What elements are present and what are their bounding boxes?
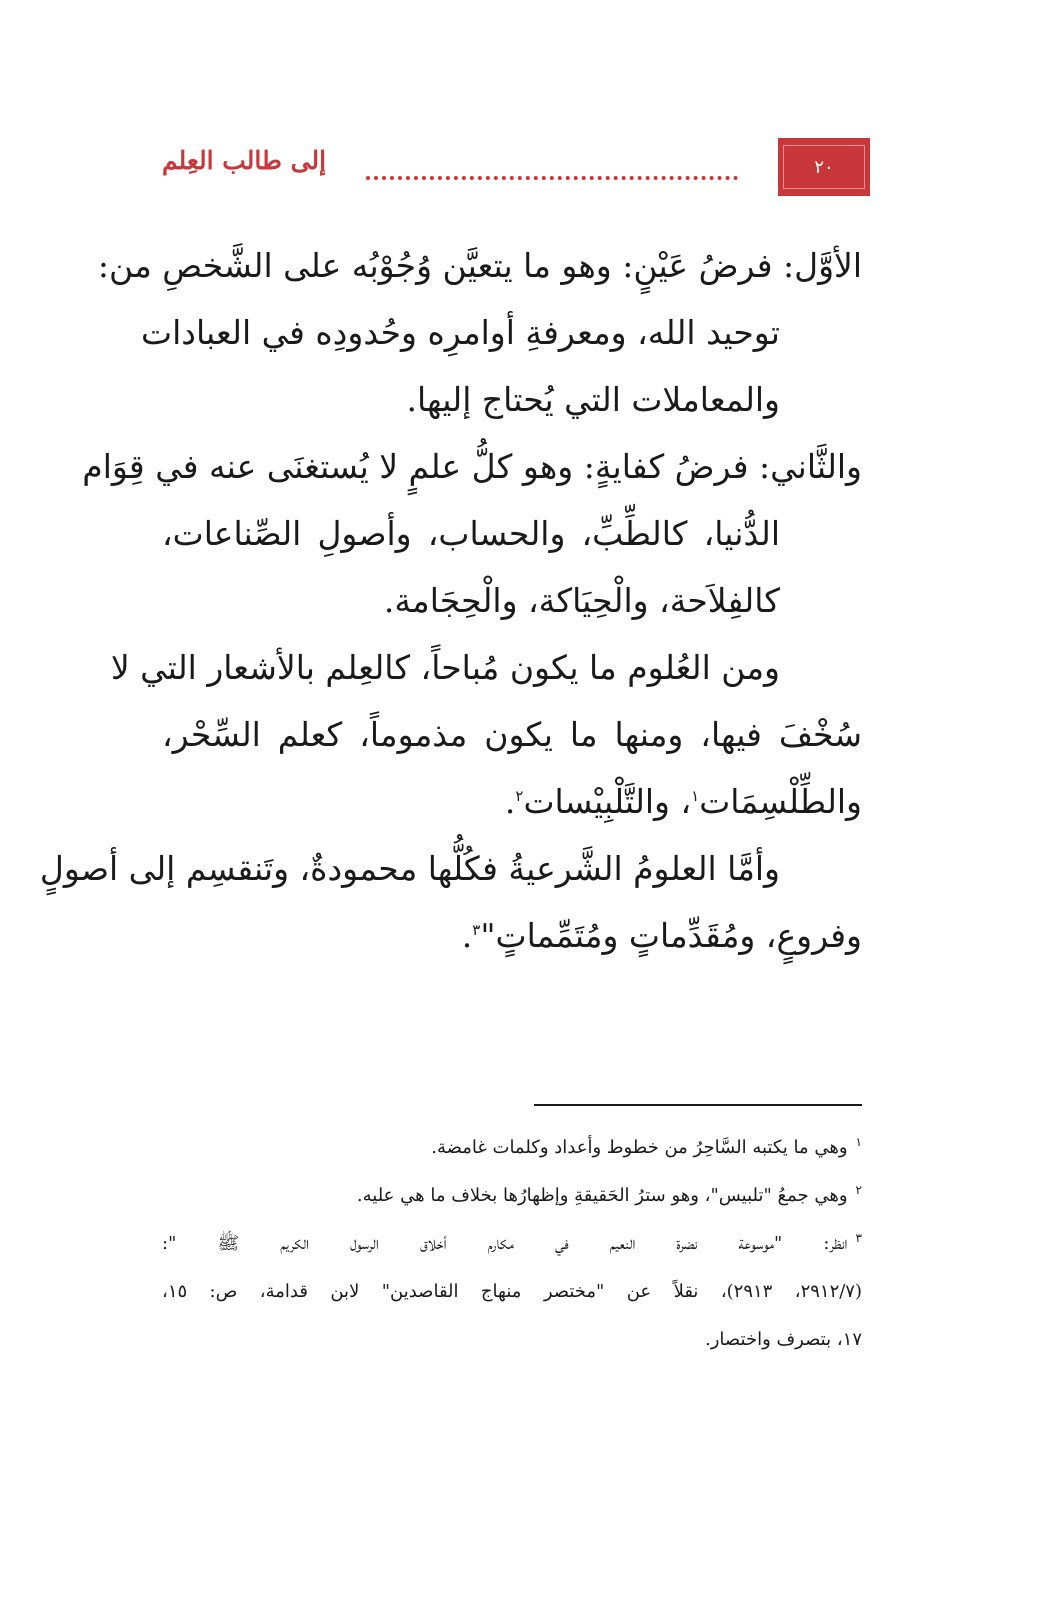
text-line-4: والثَّاني: فرضُ كفايةٍ: وهو كلُّ علمٍ لا يُستغنَى عنه في قِوَام — [82, 447, 862, 486]
text-segment-final-period: . — [461, 916, 473, 955]
text-segment-period: . — [504, 782, 516, 821]
footnote-2-text: وهي جمعُ "تلبيس"، وهو سترُ الحَقيقةِ وإظهارُها بخلاف ما هي عليه. — [356, 1185, 848, 1206]
text-line-8: سُخْفَ فيها، ومنها ما يكون مذموماً، كعلم السِّحْر، — [162, 715, 862, 754]
footnote-marker-2: ٢ — [855, 1183, 862, 1197]
text-line-11 — [162, 902, 862, 969]
text-line-9 — [162, 768, 862, 835]
page-number: ٢٠ — [783, 145, 865, 189]
footnote-3-text: انظر: "موسوعة نضرة النعيم في مكارم أخلاق الرسول الكريم ﷺ ": — [162, 1233, 848, 1254]
running-title: إلى طالب العِلم — [162, 146, 327, 175]
footnote-ref-2[interactable]: ٢ — [515, 787, 524, 805]
footnotes — [162, 1124, 862, 1364]
footnote-3-line-3: ١٧، بتصرف واختصار. — [705, 1329, 862, 1350]
page-number-badge — [778, 138, 870, 196]
footnote-1-text: وهي ما يكتبه السَّاحِرُ من خطوط وأعداد وكلمات غامضة. — [431, 1137, 848, 1158]
text-segment-talsamat: والطِّلْسِمَات — [699, 782, 862, 821]
footnote-2 — [162, 1172, 862, 1220]
text-line-6: كالفِلاَحة، والْحِيَاكة، والْحِجَامة. — [383, 581, 780, 620]
text-line-3: والمعاملات التي يُحتاج إليها. — [406, 380, 780, 419]
main-text — [39, 232, 862, 969]
text-line-10: وأمَّا العلومُ الشَّرعيةُ فكُلُّها محمودةٌ، وتَنقسِم إلى أصولٍ — [39, 849, 780, 888]
footnote-3 — [162, 1220, 862, 1268]
page-header — [162, 138, 870, 196]
footnote-1 — [162, 1124, 862, 1172]
footnote-3-line-2: (٢٩١٢/٧، ٢٩١٣)، نقلاً عن "مختصر منهاج القاصدين" لابن قدامة، ص: ١٥، — [162, 1281, 862, 1302]
text-line-1: الأوَّل: فرضُ عَيْنٍ: وهو ما يتعيَّن وُجُوْبُه على الشَّخصِ من: — [97, 246, 862, 285]
header-dotted-leader — [366, 158, 738, 180]
footnote-marker-3: ٣ — [855, 1231, 862, 1245]
footnote-marker-1: ١ — [855, 1135, 862, 1149]
text-segment-muqaddimat: وفروعٍ، ومُقَدِّماتٍ ومُتَمِّماتٍ" — [480, 916, 862, 955]
footnote-ref-3[interactable]: ٣ — [472, 921, 481, 939]
text-line-2: توحيد الله، ومعرفةِ أوامرِه وحُدودِه في العبادات — [141, 313, 780, 352]
footnote-ref-1[interactable]: ١ — [691, 787, 700, 805]
footnote-separator — [534, 1104, 862, 1106]
text-line-7: ومن العُلوم ما يكون مُباحاً، كالعِلم بالأشعار التي لا — [110, 648, 780, 687]
text-line-5: الدُّنيا، كالطِّبِّ، والحساب، وأصولِ الصِّناعات، — [162, 514, 780, 553]
text-segment-talbisat: ، والتَّلْبِيْسات — [523, 782, 692, 821]
